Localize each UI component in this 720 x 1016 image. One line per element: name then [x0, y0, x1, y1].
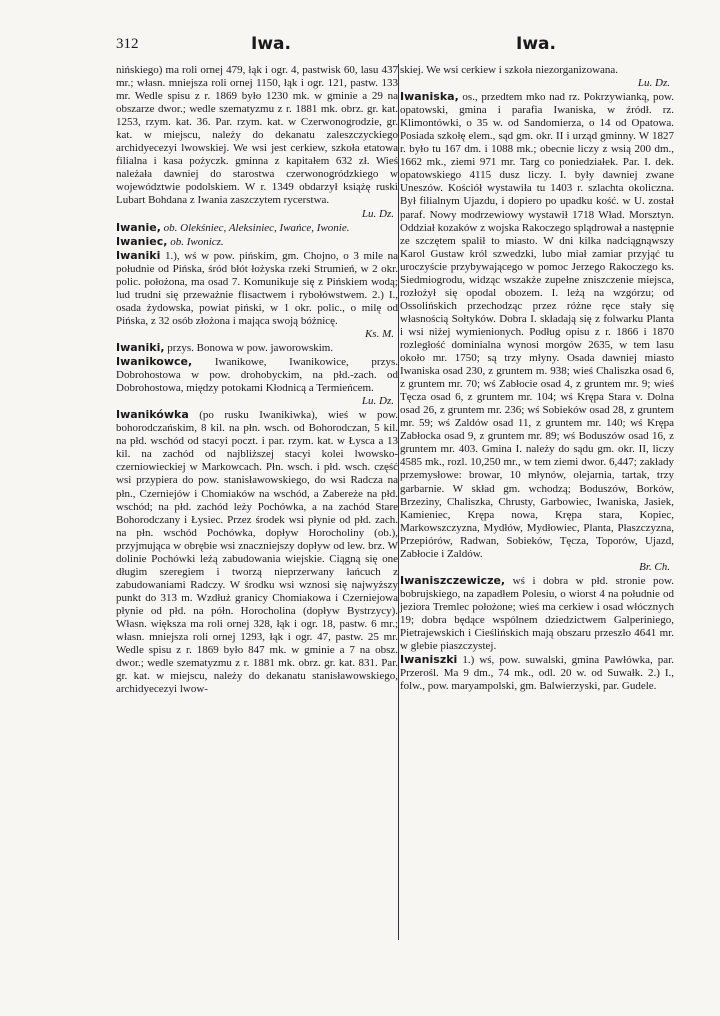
entry-iwaniec: Iwaniec, ob. Iwonicz. [116, 234, 224, 248]
author-signature: Lu. Dz. [637, 77, 670, 90]
entry-headword: Iwaniszki [400, 653, 458, 667]
page-number: 312 [116, 36, 139, 52]
author-signature: Lu. Dz. [361, 207, 394, 220]
entry-headword: Iwanikówka [116, 408, 189, 422]
author-signature: Br. Ch. [639, 560, 670, 573]
running-headword-right: Iwa. [516, 34, 556, 54]
entry-headword: Iwaniszczewicze, [400, 573, 506, 587]
entry-headword: Iwaniska, [400, 90, 459, 104]
running-headword-left: Iwa. [251, 34, 291, 54]
entry-iwanie: Iwanie, ob. Olekśniec, Aleksiniec, Iwańce, Iwonie. [116, 220, 350, 234]
entry-continuation: nińskiego) ma roli ornej 479, łąk i ogr. 4, pastwisk 60, lasu 437 mr.; własn. mniejsza roli ornej 1150, łąk i ogr. 121, pastw. 133 mr. Wedle spisu z r. 1869 było 1230 mk. w gminie a 29 na obszarze dwor.; wedle szematyzmu z r. 1881 mk. obrz. gr. kat. 1253, rzym. kat. 36. Par. rzym. kat. w Czerwonogrodzie, gr. kat. w miejscu, należy do dekanatu zaleszczyckiego archidyecezyi lwowskiej. We wsi jest cerkiew, szkoła etatowa filialna i kasa pożyczk. gminna z kapitałem 632 zł. Wieś należała dawniej do starostwa czerwonogródzkiego w województwie podolskiem. W r. 1349 obdarzył książę ruski Lubart Bohdana z Iwania zaszczytem rycerstwa. Lu. Dz. [116, 64, 398, 220]
entry-headword: Iwaniec, [116, 234, 168, 248]
entry-iwanikowce: Iwanikowce, Iwanikowe, Iwanikowice, przys. Dobrohostowa w pow. drohobyckim, na płd.-zach. od Dobrohostowa, między potokami Kłodnicą a Termieńcem. Lu. Dz. [116, 355, 398, 408]
page-header [116, 34, 638, 60]
column-divider [398, 64, 399, 940]
entry-continuation: skiej. We wsi cerkiew i szkoła niezorganizowana. Lu. Dz. [400, 64, 674, 90]
entry-headword: Iwanikowce, [116, 355, 193, 369]
entry-headword: Iwanie, [116, 220, 161, 234]
entry-iwaniszki: Iwaniszki 1.) wś, pow. suwalski, gmina Pawłówka, par. Przerośl. Ma 9 dm., 74 mk., odl. 20 w. od Suwałk. 2.) I., folw., pow. maryampolski, gm. Balwierzyski, par. Gudele. [400, 653, 674, 693]
right-column [400, 64, 674, 693]
entry-headword: Iwaniki [116, 248, 161, 262]
left-column [116, 64, 398, 696]
author-signature: Lu. Dz. [361, 395, 394, 408]
entry-iwaniska: Iwaniska, os., przedtem mko nad rz. Pokrzywianką, pow. opatowski, gmina i parafia Iwaniska, w źródł. rz. Klimontówki, o 35 w. od Sandomierza, o 14 od Opatowa. Posiada szkołę elem., sąd gm. okr. II i urząd gminny. W 1827 r. było tu 167 dm. i 1088 mk.; obecnie liczy z wsią 200 dm., 1662 mk., ziemi 971 mr. Targ co poniedziałek. Par. I. dek. opatowskiego 4115 dusz liczy. I. były dawniej zwane Uneszów. Kościół wystawiła tu 1403 r. szlachta okoliczna. Był filialnym Ujazdu, i dopiero po upadku kość. w U. został paraf. Nowy modrzewiowy wystawił 1718 Wład. Morsztyn. Oddział kozaków z wojska Rakoczego splądrował a następnie ze szczętem spalił to miasto. W dni kilka nadciągnąwszy Karol Gustaw król szwedzki, lubo miał zamiar przyjąć tu uroczyście przybywającego w pomoc Jerzego Rakoczego ks. Siedmiogrodu, widząc wszakże zupełne zniszczenie miejsca, rozłożył się opodal obozem. I. leżą na wzgórzu; od Ossolińskich przechodząc przez różne ręce stały się własnością Sołtyków. Dobra I. składają się z folwarku Planta i wsi niżej wymienionych. Podług opisu z r. 1866 i 1870 rozległość dominialna wynosi morgów 2635, w tem lasu około mr. 1750; są trzy młyny. Osada dawniej miasto Iwaniska osad 230, z gruntem m. 938; wieś Chaliszka osad 6, z gruntem mr. 70; wś Zabłocie osad 4, z gruntem mr. 9; wieś Tęcza osad 6, z gruntem mr. 104; wś Krępa Stara v. Dolna osad 26, z gruntem mr. 236; wś Sobieków osad 28, z gruntem mr. 59; wś Zaldów osad 11, z gruntem mr. 140; wś Krępa Zabłocka osad 9, z gruntem mr. 89; wś Boduszów osad 16, z gruntem mr. 403. Gmina I. należy do sądu gm. okr. II, liczy 4585 mk., rozl. 10,250 mr., w tem ziemi dwor. 6,447; zakłady przemysłowe: browar, 10 młynów, olejarnia, tartak, trzy garbarnie. W skład gm. wchodzą; Boduszów, Borków, Brzeziny, Chaliszka, Chrusty, Garbowiec, Iwaniska, Jasiek, Kamieniec, Krępa nowa, Krępa stara, Kopiec, Markowszczyzna, Mydłów, Mydłowiec, Planta, Płaszczyzna, Przepiórów, Radwan, Sobieków, Tęcza, Toporów, Ujazd, Zabłocie i Zaldów. Br. Ch. [400, 90, 674, 573]
author-signature: Ks. M. [364, 327, 394, 340]
entry-headword: Iwaniki, [116, 340, 165, 354]
entry-iwaniki-2: Iwaniki, przys. Bonowa w pow. jaworowskim. [116, 340, 334, 354]
entry-iwanikowka: Iwanikówka (po rusku Iwanikiwka), wieś w pow. bohorodczańskim, 8 kil. na płn. wsch. od Bohorodczan, 5 kil. na płd. wschód od stacyi poczt. i par. rzym. kat. w Łysca a 13 kil. na zachód od najbliższej stacyi kolei lwowsko-czerniowieckiej w Markowcach. Płn. wsch. i płd. wsch. część wsi przypiera do pow. stanisławowskiego, do wsi Radcza na płn., Czerniejów i Chomiaków na wschód, a Zabereże na płd. wschód; na płd. zachód leży Pochówka, a na zachód Stare Bohorodczany i Łysiec. Przez środek wsi płynie od płd. zach. na płn. wschód Pochówka, dopływ Horocholiny (ob.), przyjmująca w obrębie wsi znaczniejszy dopływ od lew. brz. W dolinie Pochówki leżą zabudowania wiejskie. Ciągną się one długim szeregiem i tworzą nieprzerwany łańcuch z zabudowaniami Radczy. W środku wsi wznosi się najwyższy punkt do 313 m. Wzdłuż granicy Chomiakowa i Czerniejowa płynie od płd. na półn. Horocholina (dopływ Bystrzycy). Własn. większa ma roli ornej 328, łąk i ogr. 18, pastw. 6 mr.; własn. mniejsza roli ornej 1293, łąk i ogr. 47, pastw. 25 mr. Wedle spisu z r. 1869 było 847 mk. w gminie a 7 na obsz. dwor.; wedle szematyzmu z r. 1881 mk. obrz. gr. kat. 831. Par. gr. kat. w miejscu, należy do dekanatu stanisławowskiego, archidyecezyi lwow- [116, 408, 398, 696]
entry-iwaniszczewicze: Iwaniszczewicze, wś i dobra w płd. stronie pow. bobrujskiego, na zapadłem Polesiu, o wiorst 4 na południe od jeziora Tremlec położone; wieś ma cerkiew i osad włócznych 19; dobra będące wspólnem dziedzictwem Galperiniego, Pietrajewskich i Cieślińskich mają obszaru przeszło 4641 mr. w glebie piaszczystej. [400, 573, 675, 653]
entry-iwaniki: Iwaniki 1.), wś w pow. pińskim, gm. Chojno, o 3 mile na południe od Pińska, śród błót łożyska rzeki Strumień, w 2 okr. polic. położona, ma osad 7. Komunikuje się z Pińskiem wodą; lud trudni się przeważnie flisactwem i rybołówstwem. 2.) I., osada żydowska, powiat piński, w 1 okr. polic., o milę od Pińska, z 32 osób złożona i mająca swoją bóżnicę. Ks. M. [116, 248, 399, 340]
